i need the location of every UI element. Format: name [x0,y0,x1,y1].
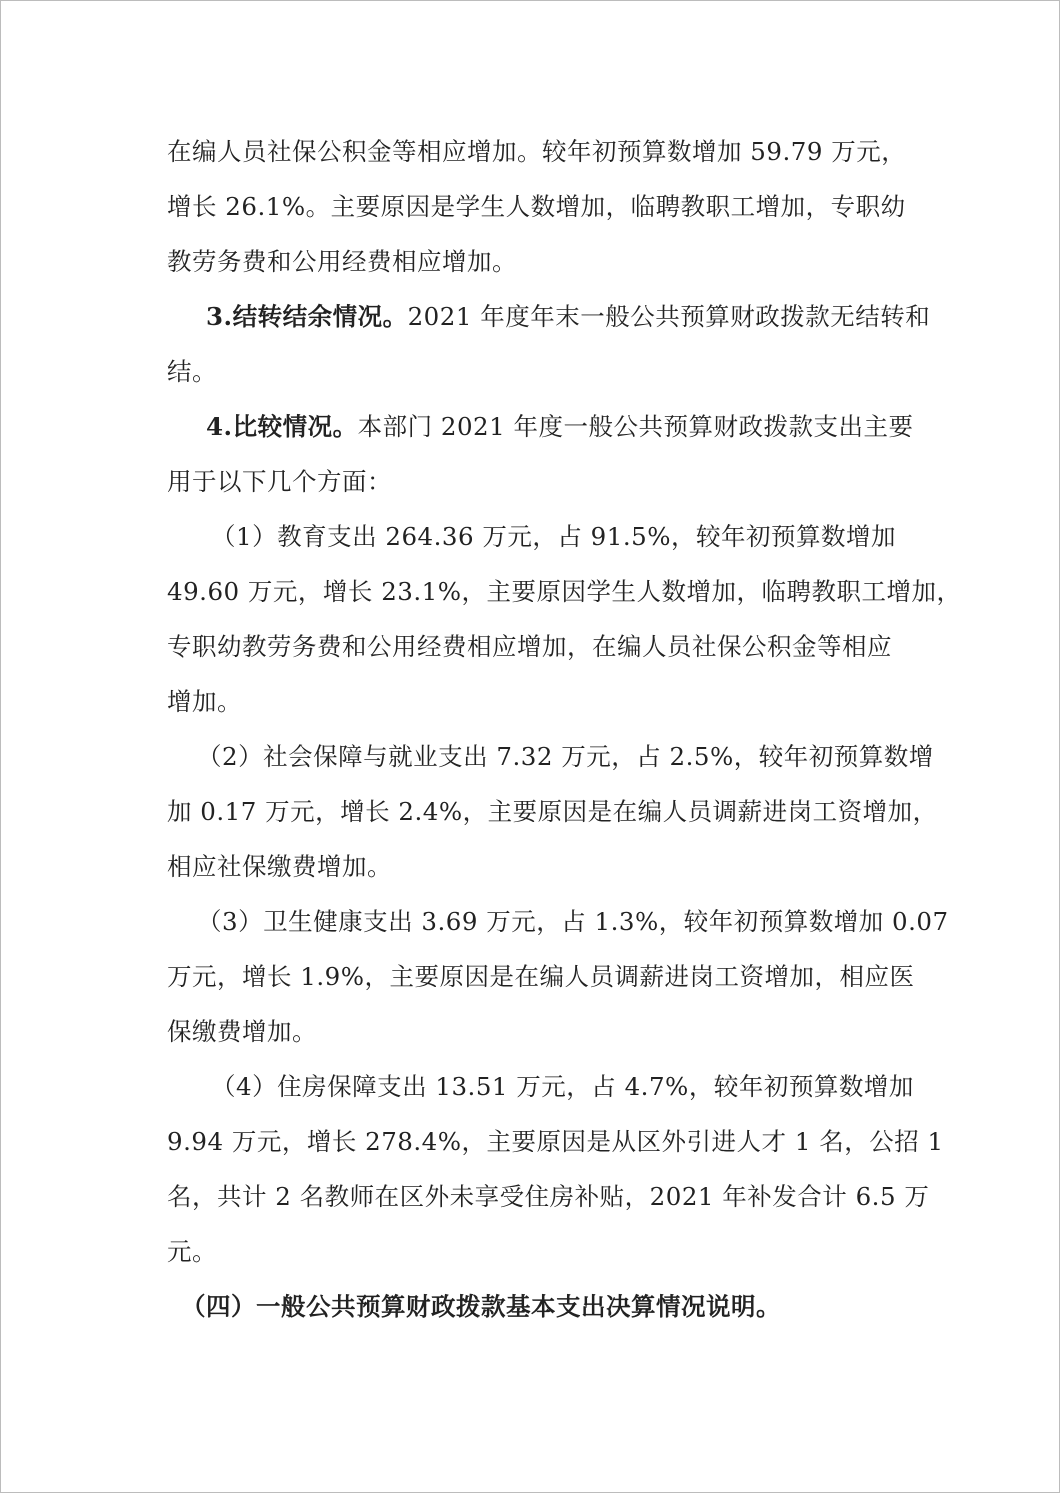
paragraph-line: （2）社会保障与就业支出 7.32 万元，占 2.5%，较年初预算数增 [197,742,934,771]
paragraph-line: （1）教育支出 264.36 万元，占 91.5%，较年初预算数增加 [211,522,897,551]
paragraph-line: 结。 [167,357,217,386]
section-3-text: 2021 年度年末一般公共预算财政拨款无结转和 [407,302,931,331]
section-3-line [206,300,930,334]
paragraph-line: （3）卫生健康支出 3.69 万元，占 1.3%，较年初预算数增加 0.07 [197,907,949,936]
paragraph-line: （4）住房保障支出 13.51 万元，占 4.7%，较年初预算数增加 [211,1072,914,1101]
section-3-title: 3.结转结余情况。 [206,302,408,331]
paragraph-line: 相应社保缴费增加。 [167,852,392,881]
paragraph-line: 元。 [167,1237,217,1266]
section-heading: （四）一般公共预算财政拨款基本支出决算情况说明。 [181,1292,781,1321]
paragraph-line: 在编人员社保公积金等相应增加。较年初预算数增加 59.79 万元， [167,137,907,166]
paragraph-line: 加 0.17 万元，增长 2.4%，主要原因是在编人员调薪进岗工资增加， [167,797,938,826]
paragraph-line: 名，共计 2 名教师在区外未享受住房补贴，2021 年补发合计 6.5 万 [167,1182,930,1211]
paragraph-line: 用于以下几个方面： [167,467,392,496]
section-4-title: 4.比较情况。 [206,412,358,441]
paragraph-line: 增加。 [167,687,242,716]
paragraph-line: 专职幼教劳务费和公用经费相应增加，在编人员社保公积金等相应 [167,632,892,661]
paragraph-line: 保缴费增加。 [167,1017,317,1046]
paragraph-line: 增长 26.1%。主要原因是学生人数增加，临聘教职工增加，专职幼 [167,192,906,221]
section-4-line [206,410,914,444]
paragraph-line: 9.94 万元，增长 278.4%，主要原因是从区外引进人才 1 名，公招 1 [167,1127,944,1156]
paragraph-line: 万元，增长 1.9%，主要原因是在编人员调薪进岗工资增加，相应医 [167,962,915,991]
paragraph-line: 49.60 万元，增长 23.1%，主要原因学生人数增加，临聘教职工增加， [167,577,962,606]
paragraph-line: 教劳务费和公用经费相应增加。 [167,247,517,276]
section-4-text: 本部门 2021 年度一般公共预算财政拨款支出主要 [357,412,914,441]
